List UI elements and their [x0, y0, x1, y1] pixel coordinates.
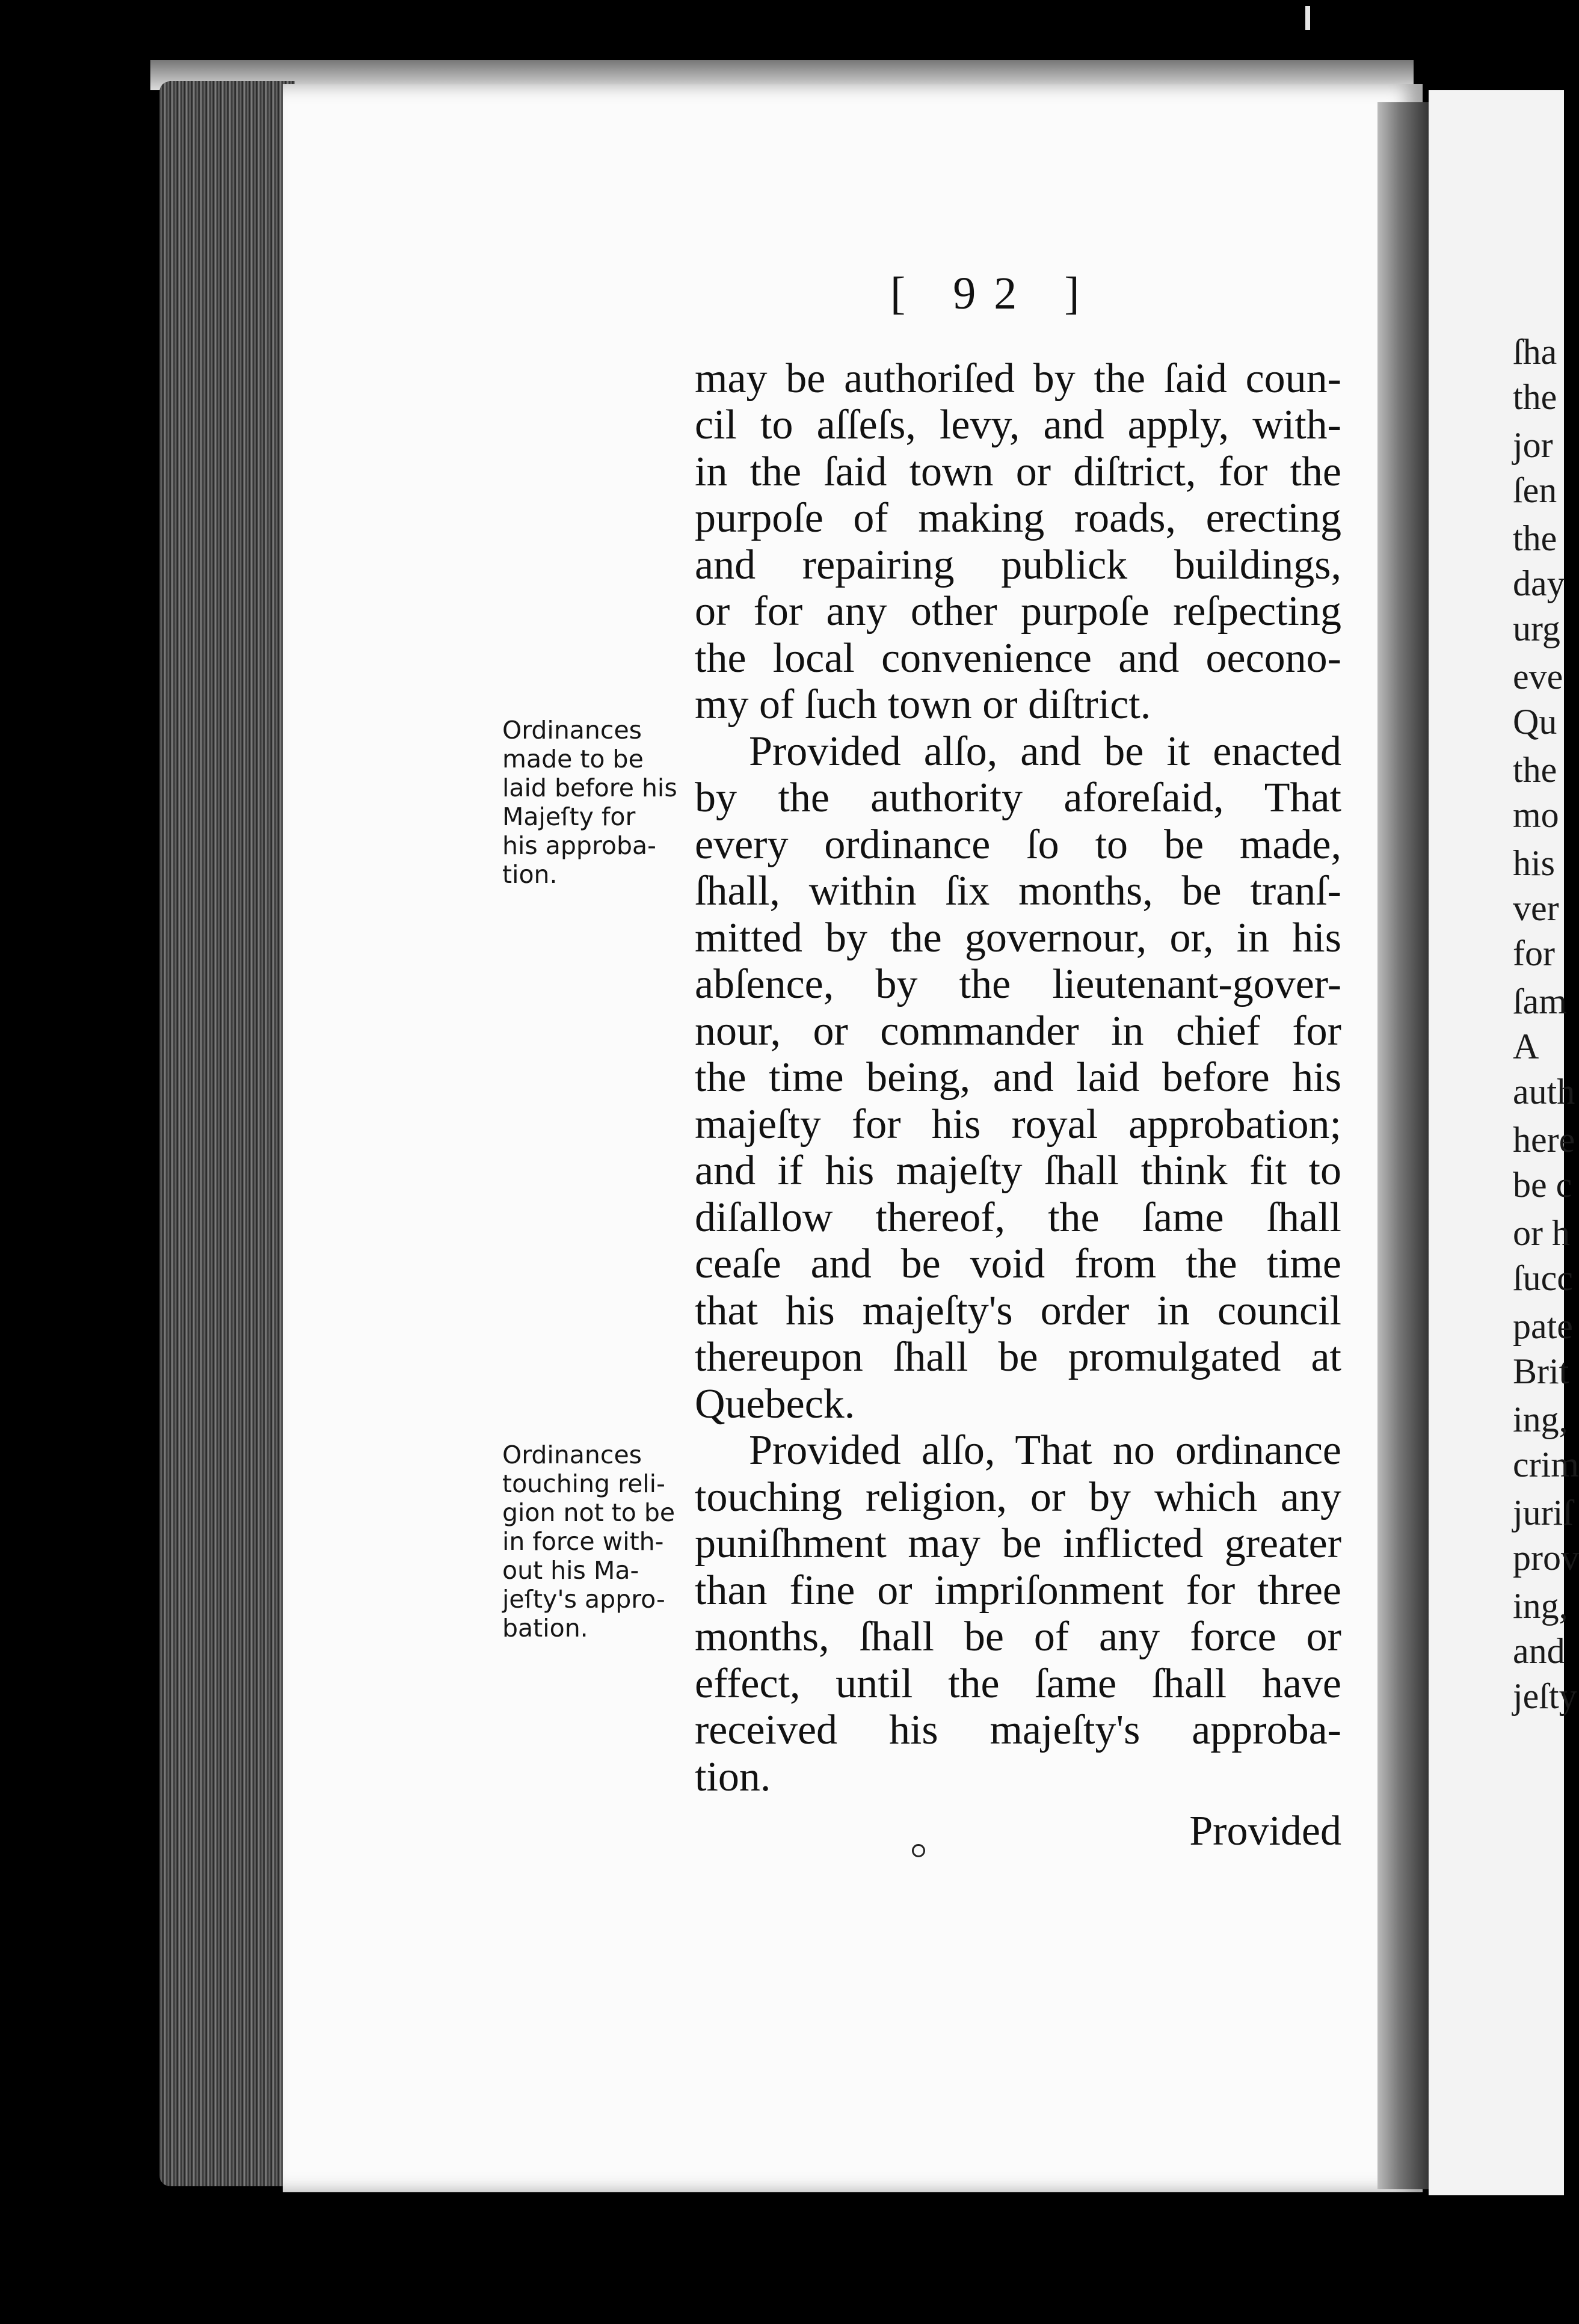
text-line: may be authoriſed by the ſaid coun- [695, 355, 1341, 402]
text-line: or for any other purpoſe reſpecting [695, 588, 1341, 635]
text-line: nour, or commander in chief for [695, 1008, 1341, 1054]
next-page-text: ſha [1513, 332, 1557, 372]
next-page-text: ing, [1513, 1400, 1568, 1439]
text-line: that his majeſty's order in council [695, 1288, 1341, 1334]
text-line: and repairing publick buildings, [695, 542, 1341, 588]
text-line: Provided alſo, and be it enacted [749, 728, 1341, 775]
marginal-note-line: Majeſty for [502, 802, 636, 831]
marginal-note-line: his approba- [502, 831, 656, 860]
next-page-text: crim [1513, 1445, 1579, 1484]
next-page-text: day [1513, 564, 1565, 603]
text-line: ſhall, within ſix months, be tranſ- [695, 868, 1341, 914]
marginal-note-line: laid before his [502, 773, 677, 802]
marginal-note-line: out his Ma- [502, 1556, 639, 1585]
scan-speck [1305, 6, 1310, 30]
next-page-text: for [1513, 933, 1555, 973]
next-page-text: the [1513, 377, 1557, 417]
catchword: Provided [1189, 1808, 1341, 1854]
next-page-text: Brit [1513, 1351, 1569, 1391]
next-page-text: prov [1513, 1538, 1579, 1578]
text-line: Provided alſo, That no ordinance [749, 1427, 1341, 1474]
next-page-text: the [1513, 750, 1557, 790]
text-line: than fine or impriſonment for three [695, 1567, 1341, 1614]
page-gutter [1377, 102, 1432, 2189]
page-number: [ 92 ] [890, 268, 1098, 319]
text-line: tion. [695, 1754, 771, 1800]
next-page-text: the [1513, 518, 1557, 558]
next-page-text: eve [1513, 657, 1563, 696]
next-page-text: A [1513, 1027, 1539, 1066]
next-page-fragment [1429, 90, 1579, 2195]
text-line: mitted by the governour, or, in his [695, 915, 1341, 961]
text-line: and if his majeſty ſhall think fit to [695, 1148, 1341, 1194]
text-line: puniſhment may be inflicted greater [695, 1520, 1341, 1567]
text-line: my of ſuch town or diſtrict. [695, 681, 1151, 728]
marginal-note-line: jeſty's appro- [502, 1585, 665, 1614]
text-line: majeſty for his royal approbation; [695, 1101, 1341, 1148]
marginal-note-line: bation. [502, 1614, 588, 1643]
text-line: months, ſhall be of any force or [695, 1614, 1341, 1660]
text-line: abſence, by the lieutenant-gover- [695, 961, 1341, 1007]
text-line: the local convenience and oecono- [695, 635, 1341, 681]
page-dot-mark [912, 1844, 925, 1857]
next-page-text: be c [1513, 1165, 1572, 1205]
text-line: the time being, and laid before his [695, 1054, 1341, 1101]
next-page-text: ſen [1513, 470, 1557, 510]
next-page-text: jeſty [1513, 1676, 1577, 1716]
next-page-text: urg [1513, 609, 1560, 648]
next-page-text: juriſ [1513, 1493, 1573, 1532]
next-page-text: ver [1513, 888, 1559, 928]
text-line: in the ſaid town or diſtrict, for the [695, 449, 1341, 495]
text-line: thereupon ſhall be promulgated at [695, 1334, 1341, 1380]
next-page-text: Qu [1513, 702, 1557, 742]
text-line: purpoſe of making roads, erecting [695, 495, 1341, 541]
next-page-text: jor [1513, 425, 1553, 465]
marginal-note-line: tion. [502, 860, 558, 889]
marginal-note-line: gion not to be [502, 1498, 676, 1527]
next-page-text: ing, [1513, 1586, 1568, 1626]
marginal-note-line: Ordinances [502, 716, 642, 745]
next-page-text: his [1513, 843, 1556, 883]
next-page-text: auth [1513, 1072, 1575, 1111]
next-page-text: ſucc [1513, 1258, 1573, 1298]
text-line: by the authority aforeſaid, That [695, 775, 1341, 821]
next-page-text: or h [1513, 1213, 1570, 1253]
page-edges-left [159, 81, 295, 2186]
next-page-text: here [1513, 1120, 1575, 1160]
text-line: touching religion, or by which any [695, 1474, 1341, 1520]
marginal-note-line: Ordinances [502, 1440, 642, 1469]
next-page-text: pate [1513, 1306, 1573, 1346]
next-page-text: ſam [1513, 982, 1567, 1021]
marginal-note-line: in force with- [502, 1527, 664, 1556]
marginal-note-line: touching reli- [502, 1469, 665, 1498]
text-line: diſallow thereof, the ſame ſhall [695, 1194, 1341, 1241]
next-page-text: mo [1513, 795, 1559, 835]
text-line: ceaſe and be void from the time [695, 1241, 1341, 1287]
text-line: every ordinance ſo to be made, [695, 822, 1341, 868]
text-line: cil to aſſeſs, levy, and apply, with- [695, 402, 1341, 448]
text-line: Quebeck. [695, 1381, 855, 1427]
next-page-text: and [1513, 1631, 1565, 1671]
marginal-note-line: made to be [502, 745, 644, 773]
text-line: effect, until the ſame ſhall have [695, 1661, 1341, 1707]
text-line: received his majeſty's approba- [695, 1707, 1341, 1753]
